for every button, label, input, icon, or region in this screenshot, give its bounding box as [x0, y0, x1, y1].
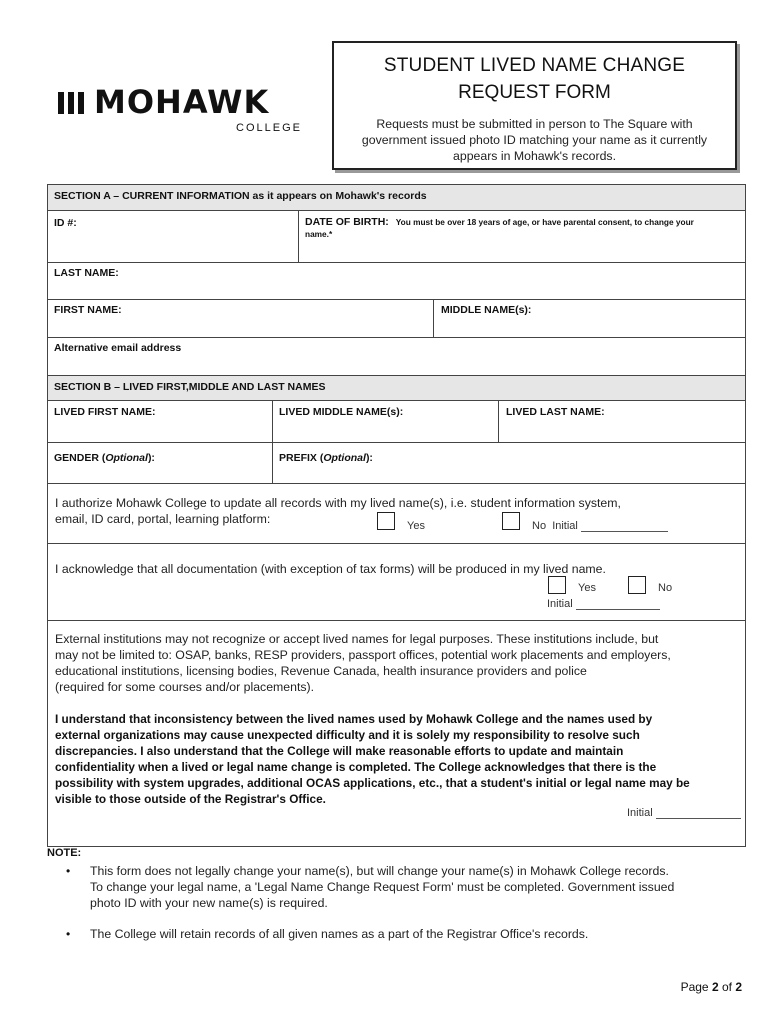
page-total: 2	[735, 980, 742, 994]
authorize-initial-label: Initial	[552, 520, 578, 532]
understanding-line1: I understand that inconsistency between the lived names used by Mohawk College and the names used by	[55, 712, 653, 726]
dob-note-2: name.*	[305, 229, 333, 239]
acknowledge-no-checkbox[interactable]	[628, 576, 646, 594]
authorize-yes-checkbox[interactable]	[377, 512, 395, 530]
external-initial	[627, 807, 741, 819]
dob-field[interactable]	[305, 216, 745, 240]
form-title-box	[332, 41, 737, 170]
authorize-no-checkbox[interactable]	[502, 512, 520, 530]
bullet-icon: •	[66, 864, 71, 878]
understanding-line5: possibility with system upgrades, additional OCAS applications, etc., that a student's initial or legal name may be	[55, 776, 690, 790]
page-middle: of	[718, 980, 736, 994]
authorize-text-line2: email, ID card, portal, learning platform:	[55, 512, 271, 526]
note-item-2: The College will retain records of all given names as a part of the Registrar Office's records.	[90, 927, 589, 941]
authorize-text-line1: I authorize Mohawk College to update all records with my lived name(s), i.e. student information system,	[55, 496, 621, 510]
understanding-text	[55, 711, 745, 807]
prefix-label-end: ):	[365, 452, 373, 464]
section-b-header: SECTION B – LIVED FIRST,MIDDLE AND LAST NAMES	[48, 375, 745, 401]
form-title-line1: STUDENT LIVED NAME CHANGE	[383, 55, 686, 76]
id-label: ID #:	[54, 217, 77, 229]
acknowledge-no-label: No	[658, 582, 673, 594]
authorize-yes-label: Yes	[407, 520, 425, 532]
note-item-1-line1: This form does not legally change your name(s), but will change your name(s) in Mohawk College records.	[90, 864, 669, 878]
note-item-1-line3: photo ID with your new name(s) is required.	[90, 896, 328, 910]
lived-last-name-field[interactable]	[506, 406, 605, 418]
understanding-line6: visible to those outside of the Registrar's Office.	[55, 792, 326, 806]
alt-email-field[interactable]	[54, 342, 181, 354]
dob-note-1: You must be over 18 years of age, or have parental consent, to change your	[395, 217, 694, 227]
middle-names-label: MIDDLE NAME(s):	[441, 304, 532, 316]
middle-names-field[interactable]	[441, 304, 531, 316]
acknowledge-yes-checkbox[interactable]	[548, 576, 566, 594]
gender-field[interactable]	[54, 452, 155, 464]
form-instructions: Requests must be submitted in person to The Square with government issued photo ID matching your name as it currently appears in Mohawk's records.	[361, 117, 708, 163]
form-frame	[47, 184, 746, 847]
acknowledge-initial-label: Initial	[547, 598, 573, 610]
acknowledge-text: I acknowledge that all documentation (with exception of tax forms) will be produced in my lived name.	[55, 562, 606, 576]
page-current: 2	[711, 980, 719, 994]
acknowledge-initial-line[interactable]	[576, 609, 660, 610]
external-text-line1: External institutions may not recognize or accept lived names for legal purposes. These institutions include, but	[55, 632, 659, 646]
page-prefix: Page	[680, 980, 712, 994]
authorize-no-initial	[532, 520, 668, 532]
mohawk-bars-icon	[58, 92, 84, 114]
understanding-line3: discrepancies. I also understand that the College will make reasonable efforts to update and maintain	[55, 744, 624, 758]
first-name-label: FIRST NAME:	[54, 304, 122, 316]
note-title: NOTE:	[47, 847, 82, 859]
external-text-line4: (required for some courses and/or placements).	[55, 680, 315, 694]
authorize-initial-line[interactable]	[581, 531, 668, 532]
gender-label: GENDER (	[54, 452, 106, 464]
dob-label: DATE OF BIRTH:	[305, 216, 389, 228]
external-initial-label: Initial	[627, 807, 653, 819]
external-text-line2: may not be limited to: OSAP, banks, RESP providers, passport offices, potential work placements and employers,	[55, 648, 671, 662]
bullet-icon: •	[66, 927, 71, 941]
gender-label-end: ):	[147, 452, 155, 464]
prefix-optional: Optional	[323, 452, 366, 464]
logo-subtitle: COLLEGE	[236, 122, 302, 134]
last-name-label: LAST NAME:	[54, 267, 119, 279]
last-name-field[interactable]	[54, 267, 119, 279]
acknowledge-initial	[547, 598, 660, 610]
understanding-line2: external organizations may cause unexpected difficulty and it is solely my responsibility to resolve such	[55, 728, 640, 742]
external-institutions-text	[55, 631, 745, 695]
alt-email-label: Alternative email address	[54, 342, 182, 354]
lived-middle-label: LIVED MIDDLE NAME(s):	[279, 406, 404, 418]
lived-first-name-field[interactable]	[54, 406, 156, 418]
note-item-1	[90, 863, 760, 911]
note-item-1-line2: To change your legal name, a 'Legal Name Change Request Form' must be completed. Government issued	[90, 880, 675, 894]
lived-first-label: LIVED FIRST NAME:	[54, 406, 156, 418]
acknowledge-yes-label: Yes	[578, 582, 596, 594]
logo-wordmark: MOHAWK	[94, 83, 270, 121]
first-name-field[interactable]	[54, 304, 122, 316]
page-number	[681, 980, 742, 994]
prefix-label: PREFIX (	[279, 452, 324, 464]
authorize-no-label: No	[532, 520, 547, 532]
mohawk-logo	[58, 83, 308, 139]
lived-last-label: LIVED LAST NAME:	[506, 406, 605, 418]
id-field[interactable]	[54, 217, 77, 229]
gender-optional: Optional	[105, 452, 148, 464]
external-initial-line[interactable]	[656, 818, 741, 819]
section-a-header: SECTION A – CURRENT INFORMATION as it appears on Mohawk's records	[48, 185, 745, 211]
prefix-field[interactable]	[279, 452, 373, 464]
understanding-line4: confidentiality when a lived or legal name change is completed. The College acknowledges that there is the	[55, 760, 657, 774]
external-text-line3: educational institutions, licensing bodies, Revenue Canada, health insurance providers and police	[55, 664, 587, 678]
lived-middle-name-field[interactable]	[279, 406, 403, 418]
form-title-line2: REQUEST FORM	[458, 82, 611, 103]
